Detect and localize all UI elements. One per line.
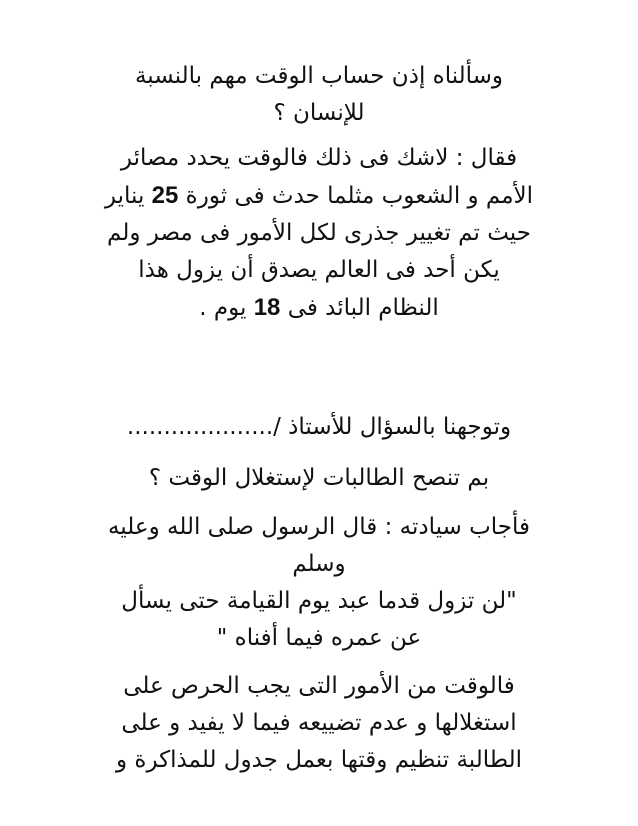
text-segment: النظام البائد فى [280,295,439,321]
answer-paragraph-1 [40,140,598,327]
text-line [40,289,598,327]
intro-paragraph-2 [40,409,598,446]
text-line: استغلالها و عدم تضييعه فيما لا يفيد و على [121,710,517,736]
text-line: فقال : لاشك فى ذلك فالوقت يحدد مصائر [120,145,518,171]
text-line: وسلم [292,551,346,577]
text-line: وسألناه إذن حساب الوقت مهم بالنسبة [134,63,504,89]
closing-paragraph [40,668,598,779]
hadith-quote [40,583,598,657]
text-line: للإنسان ؟ [273,100,365,126]
text-line: يكن أحد فى العالم يصدق أن يزول هذا [138,257,500,283]
text-line: الطالبة تنظيم وقتها بعمل جدول للمذاكرة و [115,747,523,773]
text-line: حيث تم تغيير جذرى لكل الأمور فى مصر ولم [107,220,531,246]
text-segment: الأمم و الشعوب مثلما حدث فى ثورة [178,183,534,209]
text-line: فأجاب سيادته : قال الرسول صلى الله وعليه [107,514,531,540]
text-line: فالوقت من الأمور التى يجب الحرص على [123,673,515,699]
number-18: 18 [253,294,281,321]
text-line: وتوجهنا بالسؤال للأستاذ /.................... [126,414,512,440]
text-line [40,177,598,215]
text-line: "لن تزول قدما عبد يوم القيامة حتى يسأل [121,588,517,614]
text-line: عن عمره فيما أفناه " [216,625,422,651]
answer-paragraph-2 [40,509,598,583]
text-segment: يوم . [199,295,254,321]
question-paragraph-2 [40,460,598,497]
text-line: بم تنصح الطالبات لإستغلال الوقت ؟ [148,465,490,491]
number-25: 25 [151,182,179,209]
text-segment: يناير [104,183,152,209]
question-paragraph-1 [40,58,598,132]
